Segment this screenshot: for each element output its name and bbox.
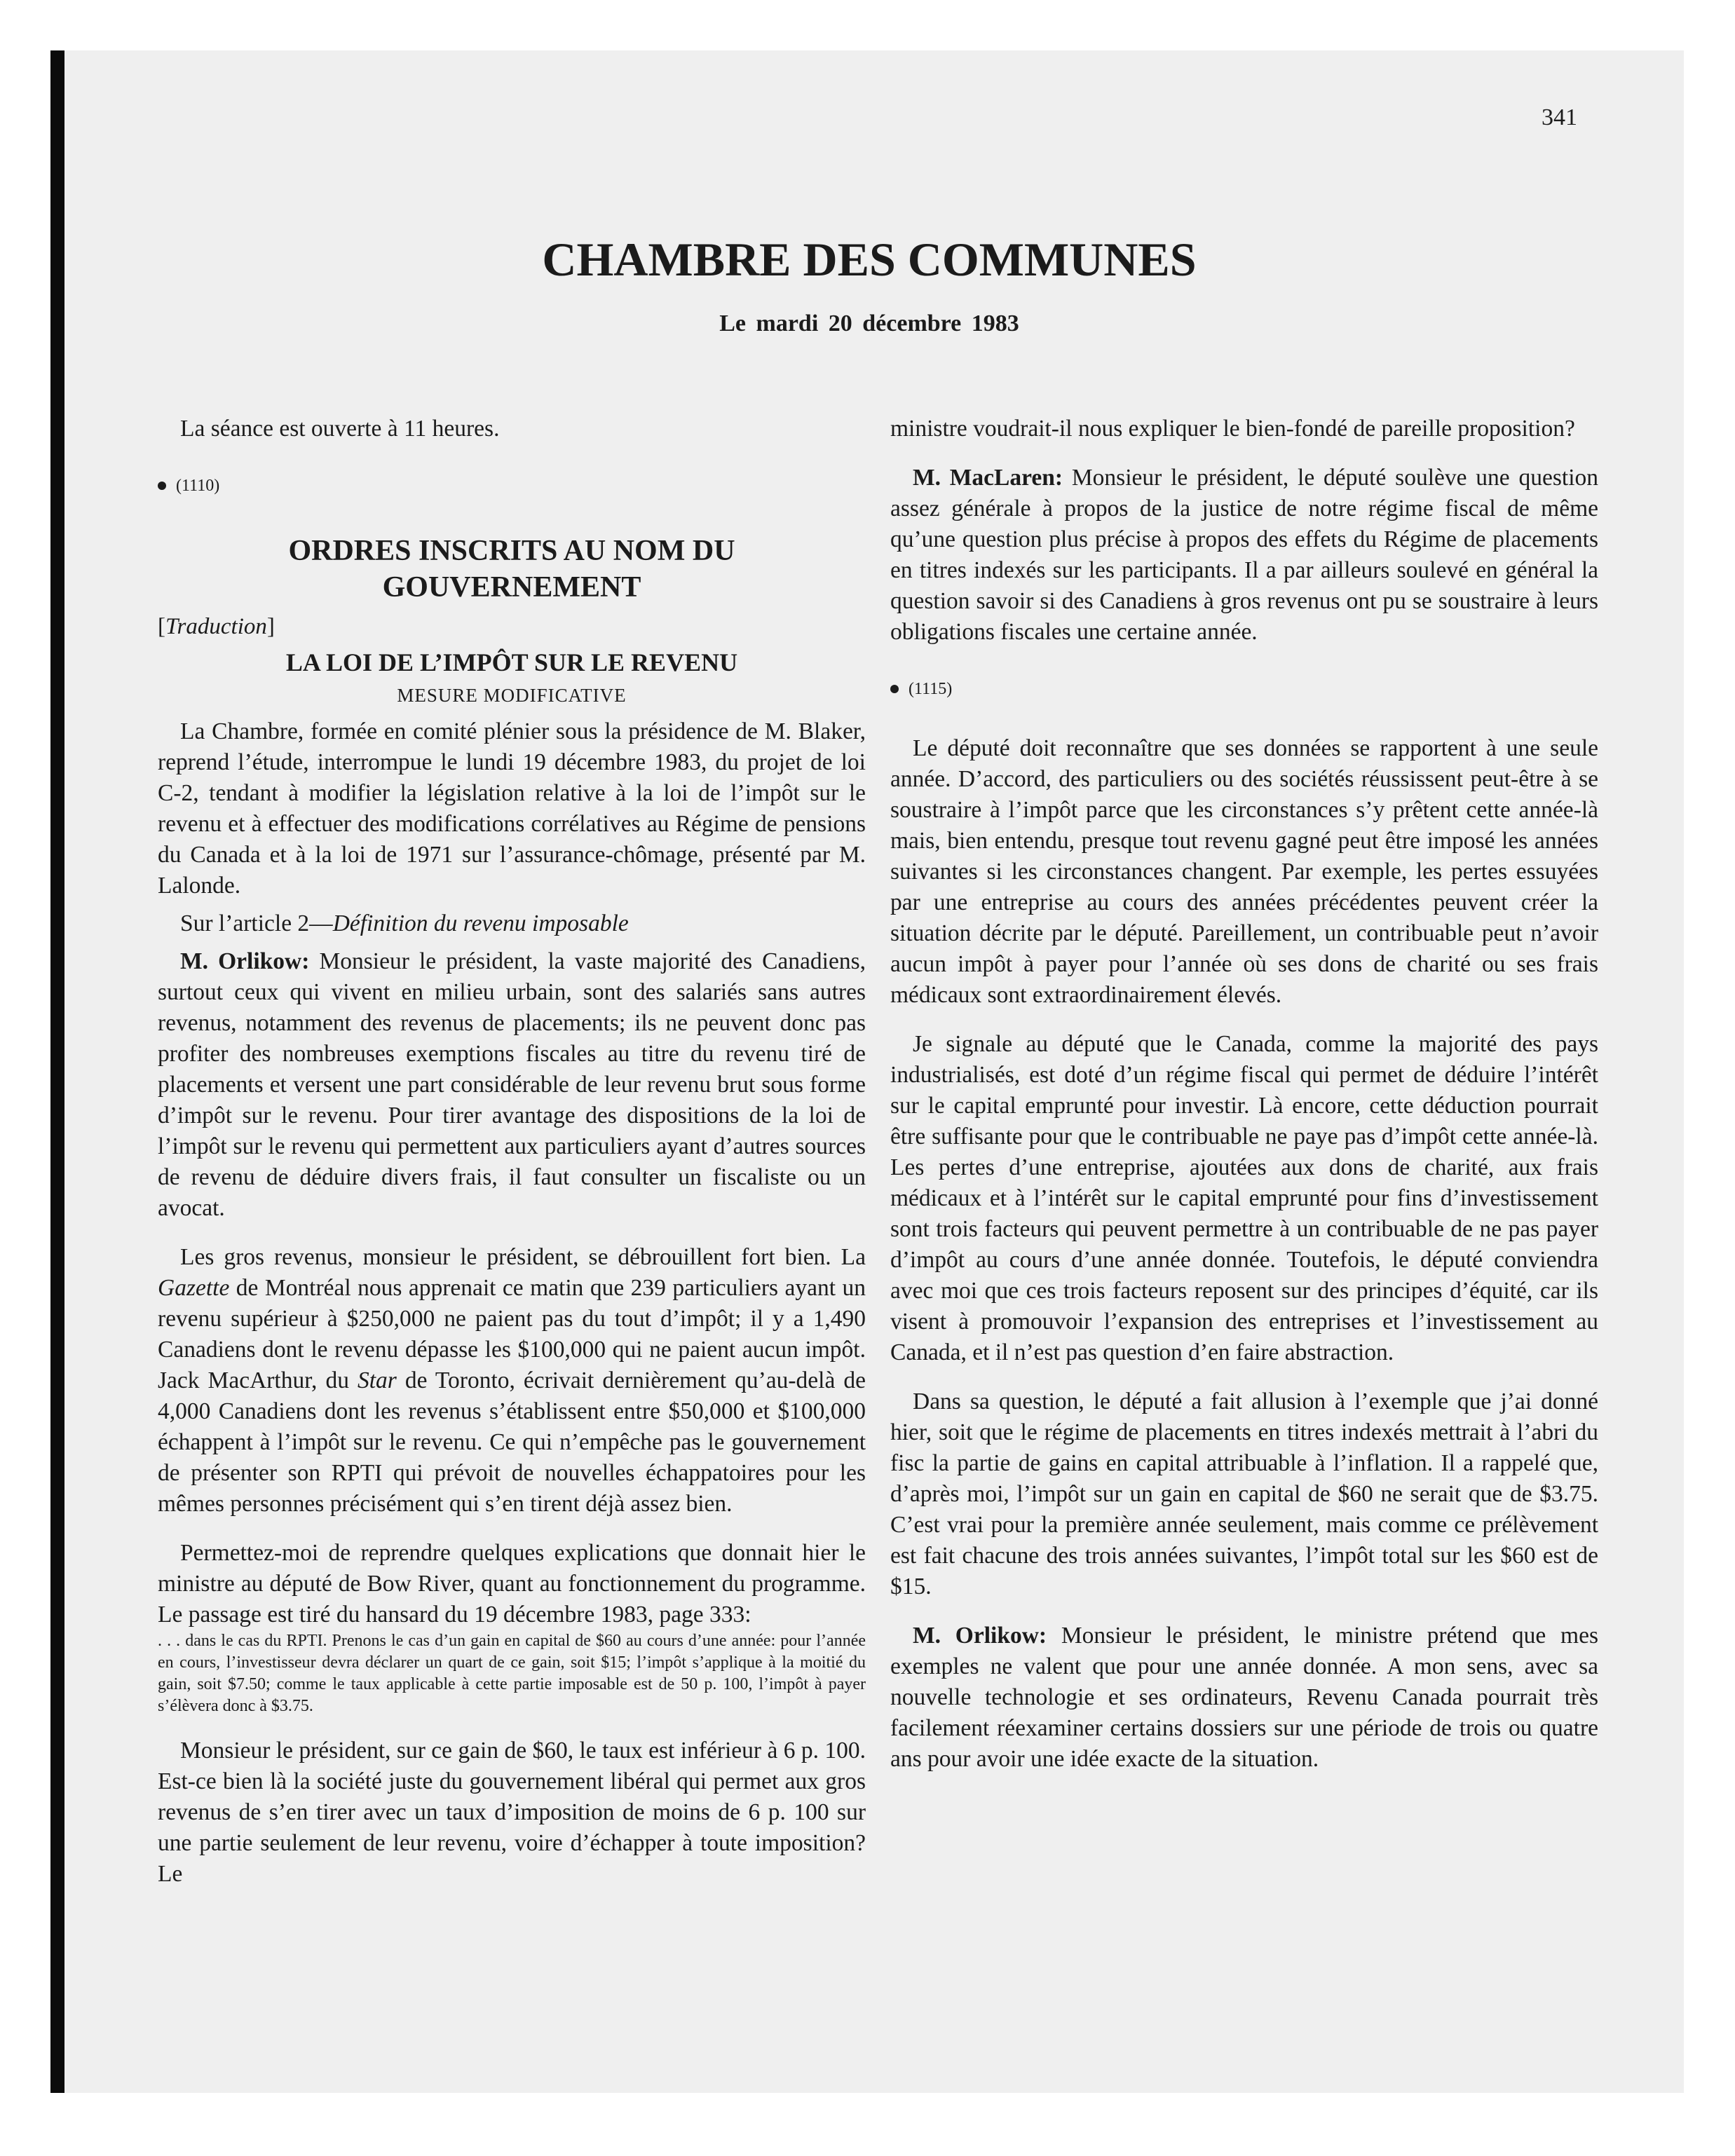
right-column — [890, 414, 1598, 1775]
paragraph: Le député doit reconnaître que ses données se rapportent à une seule année. D’accord, des particuliers ou des sociétés réussissent peut-être à se soustraire à l’impôt parce que les circonstances s’y prêtent cette année-là mais, bien entendu, presque tout revenu gagné peut être imposé les années suivantes si les circonstances changent. Par exemple, les pertes essuyées par une entreprise au cours des années précédentes peuvent créer la situation décrite par le député. Pareillement, un contribuable peut n’avoir aucun impôt à payer pour l’année où ses dons de charité ou ses frais médicaux sont extraordinairement élevés. — [890, 735, 1598, 1008]
paragraph: Monsieur le président, sur ce gain de $60, le taux est inférieur à 6 p. 100. Est-ce bien là la société juste du gouvernement libéral qui permet aux gros revenus de s’en tirer avec un taux d’imposition de moins de 6 p. 100 sur une partie seulement de leur revenu, voire d’échapper à toute imposition? Le — [158, 1738, 866, 1887]
quotation: . . . dans le cas du RPTI. Prenons le cas d’un gain en capital de $60 au cours d’une année: pour l’année en cours, l’investisseur devra déclarer un quart de ce gain, soit $15; l’impôt s’applique à la moitié du gain, soit $7.50; comme le taux applicable à cette partie imposable est de 50 p. 100, l’impôt à payer s’élèvera donc à $3.75. — [158, 1632, 866, 1715]
opening-line: La séance est ouverte à 11 heures. — [180, 416, 500, 442]
paragraph — [158, 1242, 866, 1520]
time-marker-text: (1110) — [176, 477, 220, 495]
speech-text: Monsieur le président, la vaste majorité des Canadiens, surtout ceux qui vivent en milieu urbain, sont des salariés sans autres revenus, notamment des revenus de placements; ils ne peuvent donc pas profiter des nombreuses exemptions fiscales au titre du revenu tiré de placements et versent une part considérable de leur revenu brut sous forme d’impôt sur le revenu. Pour tirer avantage des dispositions de la loi de l’impôt sur le revenu qui permettent aux particuliers ayant d’autres sources de revenu de déduire divers frais, il faut consulter un fiscaliste ou un avocat. — [158, 948, 866, 1221]
time-marker — [890, 678, 1598, 700]
time-marker-text: (1115) — [909, 680, 953, 698]
document-title: CHAMBRE DES COMMUNES — [542, 233, 1197, 286]
speech — [158, 946, 866, 1224]
bullet-icon — [890, 685, 899, 693]
paragraph-text: de Toronto, écrivait dernièrement qu’au-delà de 4,000 Canadiens dont les revenus s’établissent entre $50,000 et $100,000 échappent à l’impôt sur le revenu. Ce qui n’empêche pas le gouvernement de présenter son RPTI qui prévoit de nouvelles échappatoires pour les mêmes personnes précisément qui s’en tirent déjà assez bien. — [158, 1367, 866, 1517]
speaker-name: M. Orlikow: — [180, 948, 310, 974]
translation-note: [Traduction] — [158, 614, 275, 639]
paragraph: ministre voudrait-il nous expliquer le bien-fondé de pareille proposition? — [890, 416, 1575, 442]
left-column — [158, 414, 866, 1890]
time-marker — [158, 475, 866, 496]
article-line — [158, 908, 866, 939]
paragraph-text: Les gros revenus, monsieur le président, se débrouillent fort bien. La — [180, 1244, 866, 1270]
speaker-name: M. Orlikow: — [913, 1623, 1047, 1649]
paragraph: Je signale au député que le Canada, comme la majorité des pays industrialisés, est doté d’un régime fiscal qui permet de déduire l’intérêt sur le capital emprunté pour investir. Là encore, cette déduction pourrait être suffisante pour que le contribuable ne paye pas d’impôt cette année-là. Les pertes d’une entreprise, ajoutées aux dons de charité, aux frais médicaux et à l’intérêt sur le capital emprunté pour fins d’investissement sont trois facteurs qui peuvent permettre à un contribuable de ne pas payer d’impôt au cours d’une année donnée. Toutefois, le député conviendra avec moi que ces trois facteurs reposent sur des principes d’équité, car ils visent à promouvoir l’expansion des entreprises et l’investissement au Canada, et il n’est pas question d’en faire abstraction. — [890, 1031, 1598, 1365]
article-prefix: Sur l’article 2— — [180, 910, 333, 936]
subsection-subheading: MESURE MODIFICATIVE — [397, 685, 627, 706]
speech — [890, 1621, 1598, 1775]
paragraph: Dans sa question, le député a fait allusion à l’exemple que j’ai donné hier, soit que le régime de placements en titres indexés mettrait à l’abri du fisc la partie de gains en capital attribuable à l’inflation. Il a rappelé que, d’après moi, l’impôt sur un gain en capital de $60 ne serait que de $3.75. C’est vrai pour la première année seulement, mais comme ce prélèvement est fait chacune des trois années suivantes, l’impôt total sur les $60 est de $15. — [890, 1389, 1598, 1599]
subsection-heading: LA LOI DE L’IMPÔT SUR LE REVENU — [285, 648, 738, 676]
speech — [890, 463, 1598, 648]
newspaper-name: Star — [357, 1367, 397, 1393]
speech-text: Monsieur le président, le ministre prétend que mes exemples ne valent que pour une année donnée. A mon sens, avec sa nouvelle technologie et ses ordinateurs, Revenu Canada pourrait très facilement réexaminer certains dossiers sur une période de trois ou quatre ans pour avoir une idée exacte de la situation. — [890, 1623, 1599, 1772]
article-title: Définition du revenu imposable — [332, 910, 629, 936]
scan-border — [50, 50, 64, 2093]
sitting-date: Le mardi 20 décembre 1983 — [719, 311, 1019, 336]
speech-text: Monsieur le président, le député soulève une question assez générale à propos de la justice de notre régime fiscal de même qu’une question plus précise à propos des effets du Régime de placements en titres indexés sur les participants. Il a par ailleurs soulevé en général la question savoir si des Canadiens à gros revenus ont pu se soustraire à leurs obligations fiscales une certaine année. — [890, 465, 1598, 645]
speaker-name: M. MacLaren: — [913, 465, 1063, 491]
paragraph: Permettez-moi de reprendre quelques explications que donnait hier le ministre au député de Bow River, quant au fonctionnement du programme. Le passage est tiré du hansard du 19 décembre 1983, page 333: — [158, 1540, 866, 1628]
paragraph: La Chambre, formée en comité plénier sous la présidence de M. Blaker, reprend l’étude, interrompue le lundi 19 décembre 1983, du projet de loi C-2, tendant à modifier la législation relative à la loi de l’impôt sur le revenu et à effectuer des modifications corrélatives au Régime de pensions du Canada et à la loi de 1971 sur l’assurance-chômage, présenté par M. Lalonde. — [158, 718, 866, 899]
page-number: 341 — [1542, 104, 1577, 130]
bullet-icon — [158, 482, 166, 490]
translation-label: Traduction — [165, 614, 267, 639]
paragraph-text: de Montréal nous apprenait ce matin que 239 particuliers ayant un revenu supérieur à $250,000 ne paient pas du tout d’impôt; il y a 1,490 Canadiens dont le revenu dépasse les $100,000 qui ne paient aucun impôt. Jack MacArthur, du — [158, 1275, 866, 1393]
newspaper-name: Gazette — [158, 1275, 230, 1301]
section-heading: ORDRES INSCRITS AU NOM DU GOUVERNEMENT — [288, 535, 735, 603]
